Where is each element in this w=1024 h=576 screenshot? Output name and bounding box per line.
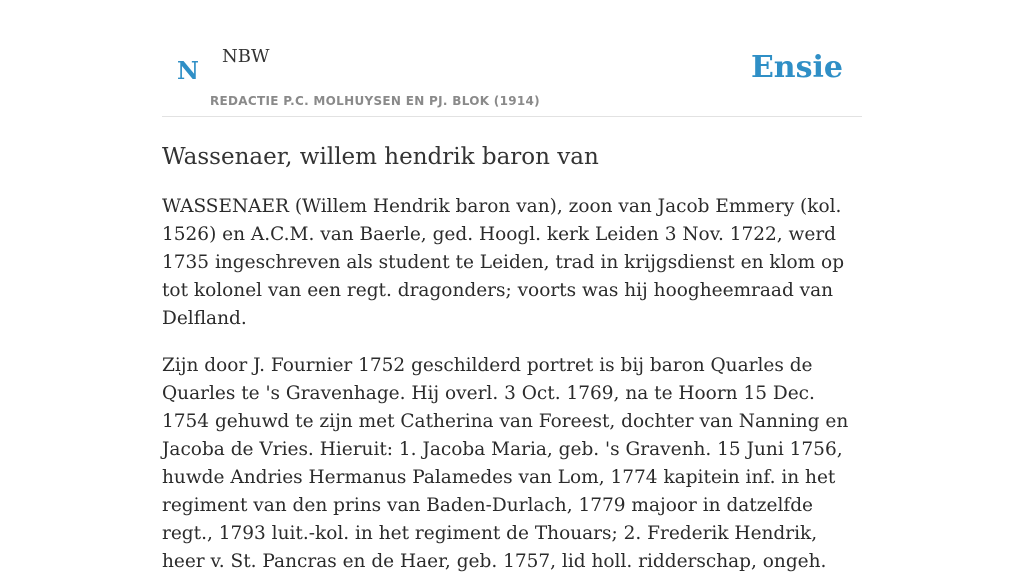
source-header [162,0,862,117]
source-logo-icon[interactable]: N [177,56,199,85]
article-page [162,0,862,576]
source-subtitle: REDACTIE P.C. MOLHUYSEN EN PJ. BLOK (1914) [210,94,540,108]
article-title: Wassenaer, willem hendrik baron van [162,144,599,170]
article-paragraph: WASSENAER (Willem Hendrik baron van), zoon van Jacob Emmery (kol. 1526) en A.C.M. van Baerle, ged. Hoogl. kerk Leiden 3 Nov. 1722, werd 1735 ingeschreven als student te Leiden, trad in krijgsdienst en klom op tot kolonel van een regt. dragonders; voorts was hij hoogheemraad van Delfland. [162,196,845,329]
article-paragraph: Zijn door J. Fournier 1752 geschilderd portret is bij baron Quarles de Quarles te 's Gravenhage. Hij overl. 3 Oct. 1769, na te Hoorn 15 Dec. 1754 gehuwd te zijn met Catherina van Foreest, dochter van Nanning en Jacoba de Vries. Hieruit: 1. Jacoba Maria, geb. 's Gravenh. 15 Juni 1756, huwde Andries Hermanus Palamedes van Lom, 1774 kapitein inf. in het regiment van den prins van Baden-Durlach, 1779 majoor in datzelfde regt., 1793 luit.-kol. in het regiment de Thouars; 2. Frederik Hendrik, heer v. St. Pancras en de Haer, geb. 1757, lid holl. ridderschap, ongeh. [162,355,849,572]
brand-logo[interactable]: Ensie [750,50,843,85]
source-title[interactable]: NBW [222,46,270,67]
